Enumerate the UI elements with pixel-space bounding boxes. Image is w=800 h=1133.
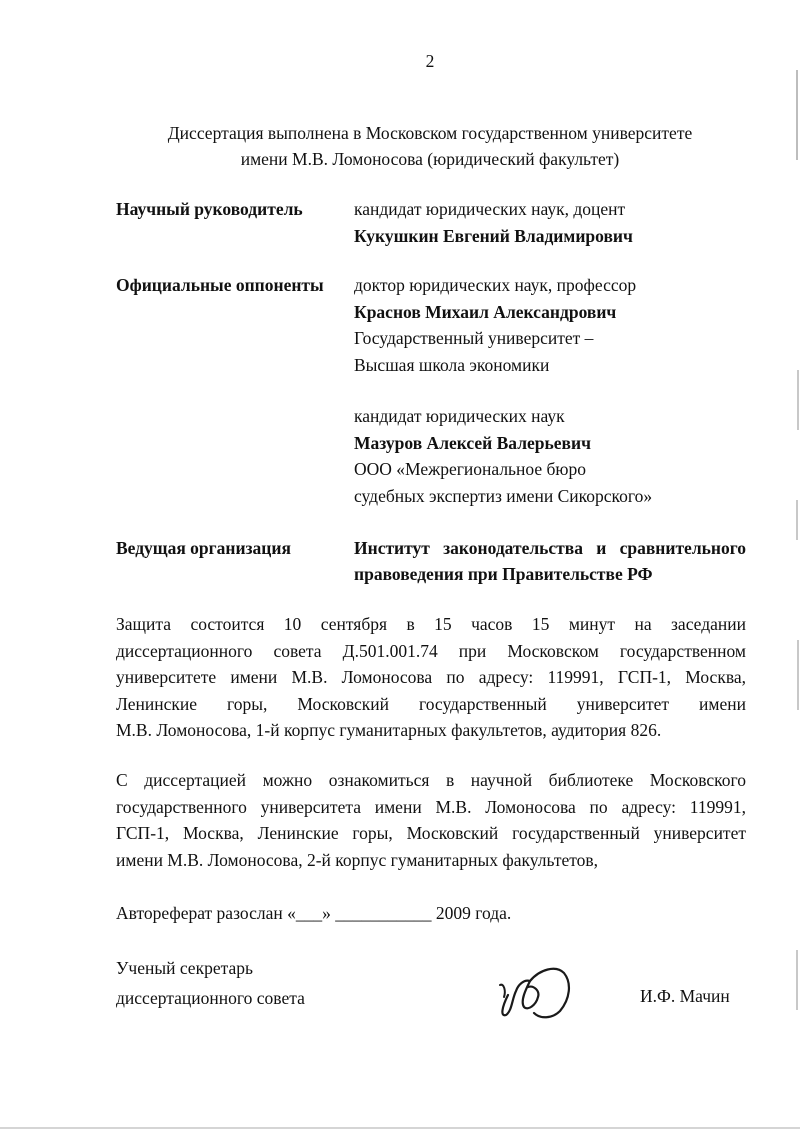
opponent-org-line-1: ООО «Межрегиональное бюро [354, 459, 586, 479]
dispatch-line: Автореферат разослан «___» ___________ 2009 года. [116, 903, 512, 923]
opponent-name: Краснов Михаил Александрович [354, 301, 617, 322]
defense-line: Ленинские горы, Московский государственный университет имени [116, 693, 746, 714]
secretary-name: И.Ф. Мачин [640, 986, 730, 1006]
defense-line: университете имени М.В. Ломоносова по адресу: 119991, ГСП-1, Москва, [116, 667, 746, 687]
supervisor-block [354, 196, 633, 249]
secretary-block [116, 953, 305, 1013]
library-line: имени М.В. Ломоносова, 2-й корпус гуманитарных факультетов, [116, 849, 599, 870]
defense-paragraph [116, 611, 746, 744]
secretary-title-line-2: диссертационного совета [116, 988, 305, 1008]
leading-org-label: Ведущая организация [116, 538, 291, 558]
page-number: 2 [425, 51, 435, 71]
leading-org-line-2: правоведения при Правительстве РФ [354, 564, 653, 584]
defense-line: диссертационного совета Д.501.001.74 при Московском государственном [116, 640, 746, 661]
supervisor-title: кандидат юридических наук, доцент [354, 199, 626, 219]
handwritten-signature [494, 955, 584, 1025]
opponent-org-line-2: судебных экспертиз имени Сикорского» [354, 485, 653, 506]
library-line: С диссертацией можно ознакомиться в научной библиотеке Московского [116, 770, 746, 790]
document-header [110, 120, 750, 172]
header-line-1: Диссертация выполнена в Московском государственном университете [167, 123, 693, 143]
leading-org-line-1: Институт законодательства и сравнительного [354, 538, 746, 558]
leading-org-block [354, 535, 746, 587]
opponent-title: кандидат юридических наук [354, 406, 565, 426]
opponent-1 [354, 272, 636, 378]
scan-edge-marks [790, 0, 800, 1133]
supervisor-name: Кукушкин Евгений Владимирович [354, 225, 633, 246]
opponent-org-line-2: Высшая школа экономики [354, 354, 550, 375]
opponents-label: Официальные оппоненты [116, 275, 324, 295]
library-paragraph [116, 767, 746, 873]
opponent-title: доктор юридических наук, профессор [354, 275, 637, 295]
supervisor-label: Научный руководитель [116, 199, 303, 219]
scan-bottom-edge [0, 1127, 800, 1129]
opponent-name: Мазуров Алексей Валерьевич [354, 432, 591, 453]
opponent-2 [354, 403, 652, 509]
opponent-org-line-1: Государственный университет – [354, 328, 594, 348]
library-line: государственного университета имени М.В. Ломоносова по адресу: 119991, [116, 796, 746, 817]
defense-line: М.В. Ломоносова, 1-й корпус гуманитарных факультетов, аудитория 826. [116, 720, 662, 740]
defense-line: Защита состоится 10 сентября в 15 часов 15 минут на заседании [116, 614, 746, 634]
header-line-2: имени М.В. Ломоносова (юридический факультет) [240, 149, 620, 169]
library-line: ГСП-1, Москва, Ленинские горы, Московский государственный университет [116, 823, 746, 843]
secretary-title-line-1: Ученый секретарь [116, 958, 253, 978]
